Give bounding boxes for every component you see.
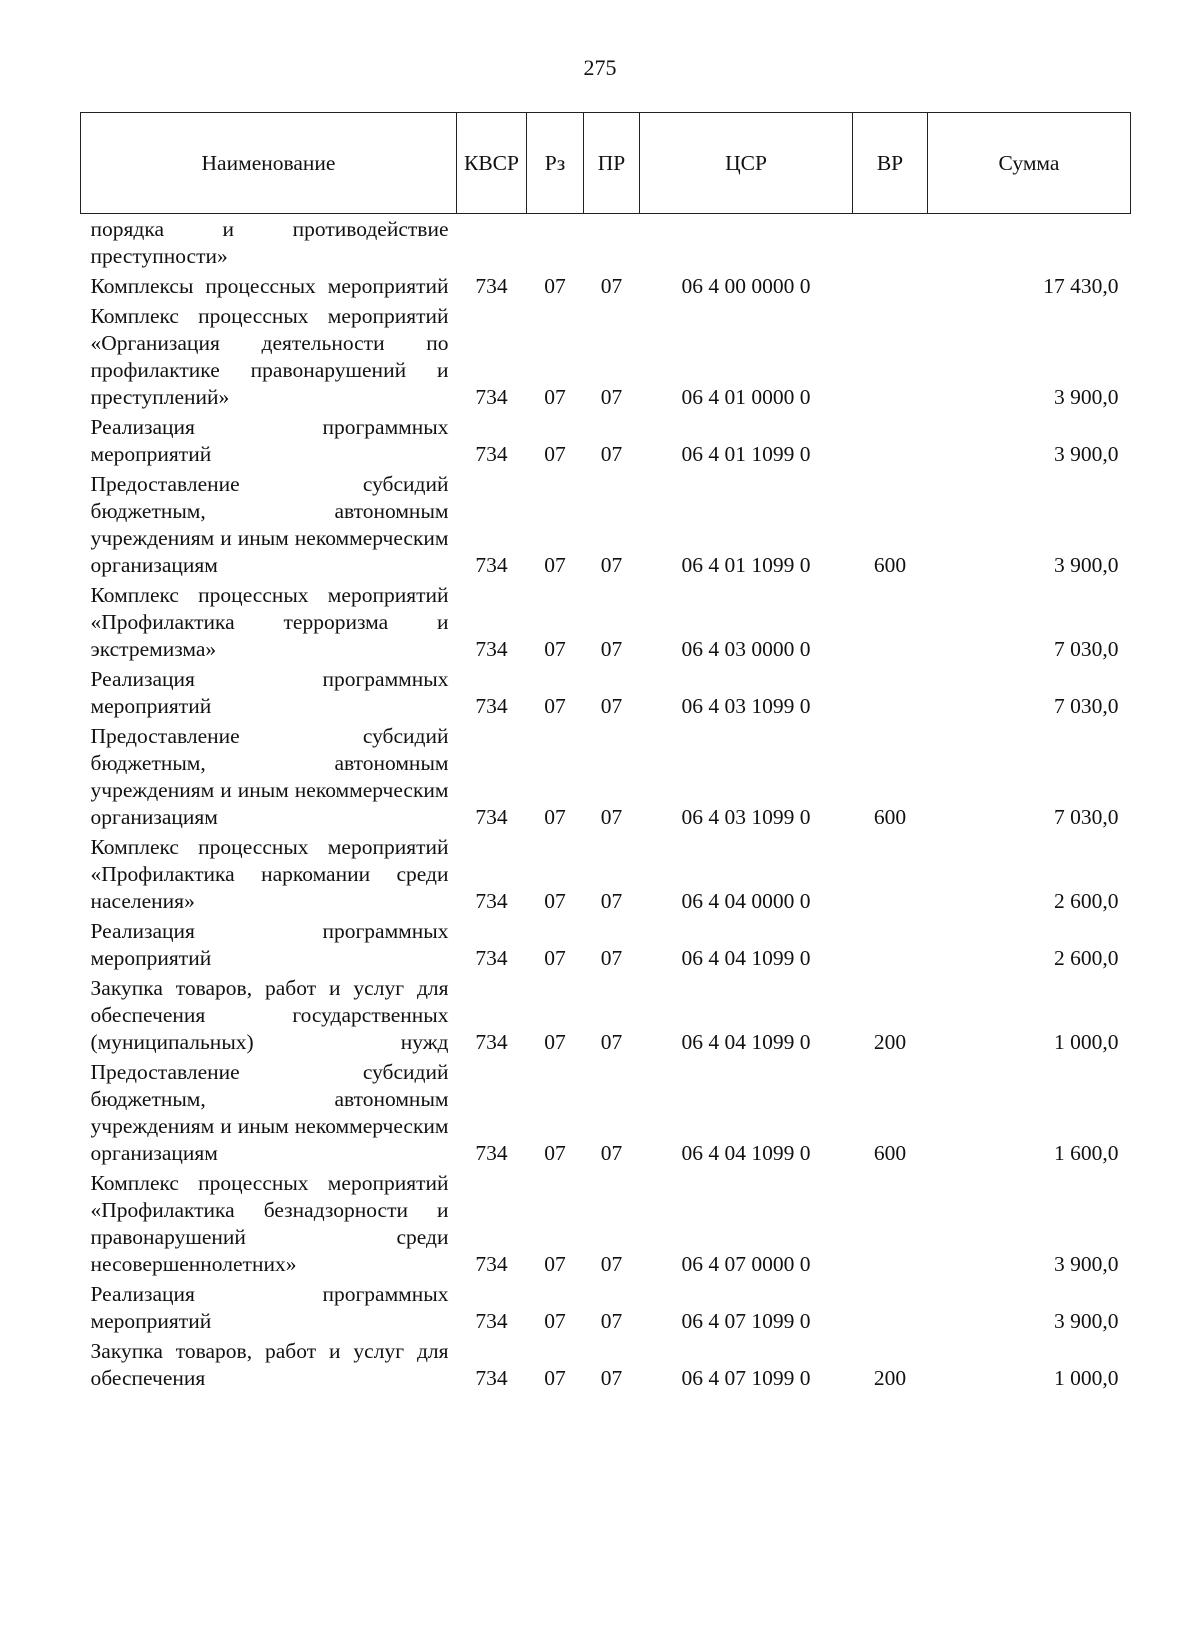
- cell-csr: 06 4 00 0000 0: [681, 274, 811, 298]
- cell-name: Предоставление субсидий бюджетным, автономным учреждениям и иным некоммерческим организациям: [90, 1060, 449, 1165]
- cell-sum: 3 900,0: [1054, 1252, 1119, 1276]
- table-row: [81, 214, 1131, 274]
- cell-csr: 06 4 07 0000 0: [681, 1252, 811, 1276]
- cell-pr: 07: [600, 553, 623, 577]
- cell-vr: [853, 1281, 928, 1338]
- header-csr: ЦСР: [640, 113, 853, 214]
- table-row: [81, 723, 1131, 834]
- cell-kvsr: 734: [475, 1366, 508, 1390]
- cell-rz: 07: [544, 1252, 566, 1276]
- header-pr: ПР: [584, 113, 640, 214]
- cell-vr: [853, 1170, 928, 1281]
- cell-name: Комплекс процессных мероприятий «Профилактика наркомании среди населения»: [90, 835, 449, 913]
- cell-name: порядка и противодействие преступности»: [90, 217, 449, 268]
- cell-sum: 3 900,0: [1054, 1309, 1119, 1333]
- cell-sum: 2 600,0: [1054, 889, 1119, 913]
- cell-csr: 06 4 03 1099 0: [681, 694, 811, 718]
- cell-kvsr: 734: [475, 1030, 508, 1054]
- table-row: [81, 414, 1131, 471]
- cell-rz: 07: [544, 946, 566, 970]
- header-name: Наименование: [81, 113, 457, 214]
- cell-sum: 1 000,0: [1054, 1366, 1119, 1390]
- cell-pr: 07: [600, 694, 623, 718]
- cell-vr: [853, 414, 928, 471]
- cell-sum: 3 900,0: [1054, 442, 1119, 466]
- cell-kvsr: 734: [475, 274, 508, 298]
- table-row: [81, 666, 1131, 723]
- cell-name: Реализация программных мероприятий: [90, 667, 449, 718]
- page-number: 275: [583, 55, 617, 80]
- cell-pr: 07: [600, 1141, 623, 1165]
- table-row: [81, 834, 1131, 918]
- cell-kvsr: 734: [475, 637, 508, 661]
- header-rz: Рз: [527, 113, 584, 214]
- table-row: [81, 1170, 1131, 1281]
- table-row: [81, 1281, 1131, 1338]
- cell-kvsr: 734: [475, 1309, 508, 1333]
- cell-rz: 07: [544, 442, 566, 466]
- cell-kvsr: 734: [475, 385, 508, 409]
- table-row: [81, 1338, 1131, 1395]
- cell-sum: 7 030,0: [1054, 637, 1119, 661]
- cell-vr: [853, 303, 928, 414]
- cell-csr: 06 4 01 0000 0: [681, 385, 811, 409]
- table-row: [81, 582, 1131, 666]
- cell-sum: 1 600,0: [1054, 1141, 1119, 1165]
- cell-vr: 600: [873, 1141, 907, 1165]
- table-header: [81, 113, 1131, 214]
- cell-kvsr: 734: [475, 553, 508, 577]
- cell-sum: 17 430,0: [1043, 274, 1119, 298]
- cell-pr: 07: [600, 274, 623, 298]
- cell-vr: 600: [873, 553, 907, 577]
- cell-kvsr: 734: [475, 889, 508, 913]
- cell-name: Комплекс процессных мероприятий «Профилактика безнадзорности и правонарушений среди несовершеннолетних»: [90, 1171, 449, 1276]
- cell-vr: [853, 582, 928, 666]
- cell-rz: 07: [544, 385, 566, 409]
- cell-name: Комплекс процессных мероприятий «Организация деятельности по профилактике правонарушений и преступлений»: [90, 304, 449, 409]
- cell-rz: 07: [544, 637, 566, 661]
- cell-csr: 06 4 07 1099 0: [681, 1309, 811, 1333]
- cell-rz: 07: [544, 1030, 566, 1054]
- cell-vr: 200: [873, 1366, 907, 1390]
- cell-pr: 07: [600, 1252, 623, 1276]
- cell-pr: 07: [600, 442, 623, 466]
- cell-vr: [853, 918, 928, 975]
- cell-kvsr: 734: [475, 1141, 508, 1165]
- budget-table: [80, 112, 1131, 1395]
- cell-sum: 7 030,0: [1054, 805, 1119, 829]
- cell-sum: 1 000,0: [1054, 1030, 1119, 1054]
- cell-rz: 07: [544, 274, 566, 298]
- header-sum: Сумма: [928, 113, 1131, 214]
- table-row: [81, 918, 1131, 975]
- cell-vr: 200: [873, 1030, 907, 1054]
- cell-rz: 07: [544, 694, 566, 718]
- cell-pr: 07: [600, 889, 623, 913]
- cell-rz: 07: [544, 889, 566, 913]
- cell-kvsr: 734: [475, 805, 508, 829]
- cell-rz: 07: [544, 805, 566, 829]
- cell-name: Комплекс процессных мероприятий «Профилактика терроризма и экстремизма»: [90, 583, 449, 661]
- cell-pr: 07: [600, 637, 623, 661]
- cell-csr: 06 4 04 1099 0: [681, 1141, 811, 1165]
- cell-csr: 06 4 04 1099 0: [681, 946, 811, 970]
- cell-pr: 07: [600, 946, 623, 970]
- cell-csr: 06 4 04 1099 0: [681, 1030, 811, 1054]
- table-row: [81, 1059, 1131, 1170]
- cell-vr: 600: [873, 805, 907, 829]
- table-row: [81, 273, 1131, 303]
- cell-vr: [853, 214, 928, 274]
- cell-sum: 7 030,0: [1054, 694, 1119, 718]
- cell-rz: 07: [544, 1141, 566, 1165]
- cell-vr: [853, 834, 928, 918]
- cell-pr: 07: [600, 385, 623, 409]
- header-vr: ВР: [853, 113, 928, 214]
- cell-name: Предоставление субсидий бюджетным, автономным учреждениям и иным некоммерческим организациям: [90, 724, 449, 829]
- cell-rz: [527, 214, 584, 274]
- cell-csr: [640, 214, 853, 274]
- cell-csr: 06 4 04 0000 0: [681, 889, 811, 913]
- cell-pr: 07: [600, 1309, 623, 1333]
- table-row: [81, 303, 1131, 414]
- cell-csr: 06 4 01 1099 0: [681, 442, 811, 466]
- cell-csr: 06 4 07 1099 0: [681, 1366, 811, 1390]
- cell-kvsr: 734: [475, 694, 508, 718]
- cell-csr: 06 4 03 0000 0: [681, 637, 811, 661]
- cell-vr: [853, 273, 928, 303]
- cell-sum: [928, 214, 1131, 274]
- cell-kvsr: [457, 214, 527, 274]
- cell-name: Закупка товаров, работ и услуг для обеспечения государственных (муниципальных) нужд: [90, 976, 449, 1054]
- cell-name: Реализация программных мероприятий: [90, 415, 449, 466]
- cell-pr: [584, 214, 640, 274]
- table-row: [81, 975, 1131, 1059]
- cell-kvsr: 734: [475, 946, 508, 970]
- table-row: [81, 471, 1131, 582]
- cell-pr: 07: [600, 1030, 623, 1054]
- cell-name: Закупка товаров, работ и услуг для обеспечения: [90, 1339, 449, 1390]
- cell-pr: 07: [600, 1366, 623, 1390]
- cell-rz: 07: [544, 553, 566, 577]
- cell-name: Предоставление субсидий бюджетным, автономным учреждениям и иным некоммерческим организациям: [90, 472, 449, 577]
- cell-sum: 3 900,0: [1054, 385, 1119, 409]
- table-body: [81, 214, 1131, 1396]
- cell-rz: 07: [544, 1309, 566, 1333]
- cell-name: Реализация программных мероприятий: [90, 1282, 449, 1333]
- cell-sum: 3 900,0: [1054, 553, 1119, 577]
- header-kvsr: КВСР: [457, 113, 527, 214]
- cell-pr: 07: [600, 805, 623, 829]
- cell-kvsr: 734: [475, 442, 508, 466]
- cell-csr: 06 4 03 1099 0: [681, 805, 811, 829]
- cell-sum: 2 600,0: [1054, 946, 1119, 970]
- cell-name: Комплексы процессных мероприятий: [90, 274, 449, 298]
- cell-kvsr: 734: [475, 1252, 508, 1276]
- cell-name: Реализация программных мероприятий: [90, 919, 449, 970]
- cell-vr: [853, 666, 928, 723]
- cell-rz: 07: [544, 1366, 566, 1390]
- cell-csr: 06 4 01 1099 0: [681, 553, 811, 577]
